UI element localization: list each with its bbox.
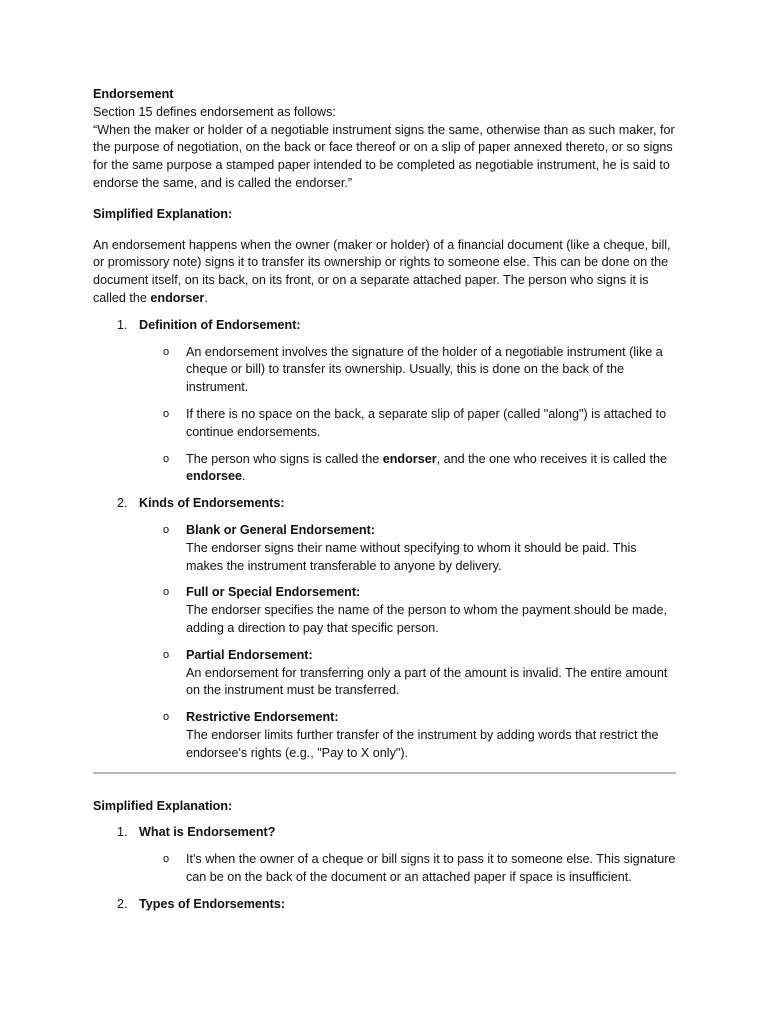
section-quote: “When the maker or holder of a negotiable instrument signs the same, otherwise than as such maker, for the purpose of negotiation, on the back or face thereof or on a slip of paper annexed thereto, or so signs for the same purpose a stamped paper intended to be completed as negotiable instrument, he is said to endorse the same, and is called the endorser.” <box>93 122 675 190</box>
simplified-explanation-title: Simplified Explanation: <box>93 206 233 221</box>
horizontal-divider <box>93 772 676 774</box>
sub-item-text: The endorser limits further transfer of the instrument by adding words that restrict the endorsee's rights (e.g., "Pay to X only"). <box>186 727 659 760</box>
sub-item-title: Full or Special Endorsement: <box>186 585 361 600</box>
sub-item-text: An endorsement involves the signature of the holder of a negotiable instrument (like a cheque or bill) to transfer its ownership. Usually, this is done on the back of the instrument. <box>186 344 663 395</box>
sub-item-text: An endorsement for transferring only a part of the amount is invalid. The entire amount on the instrument must be transferred. <box>186 665 668 698</box>
bullet-marker: o <box>163 345 170 358</box>
sub-list-item <box>93 522 676 575</box>
definition-sub-list <box>93 344 676 487</box>
bullet-marker: o <box>163 853 170 866</box>
list-item-kinds <box>93 495 676 513</box>
what-is-sub-list <box>93 851 676 887</box>
bullet-marker: o <box>163 452 170 465</box>
sub-item-title: Blank or General Endorsement: <box>186 522 375 537</box>
list-number: 2. <box>117 496 128 511</box>
list-item-title: Definition of Endorsement: <box>139 317 301 332</box>
explanation-paragraph <box>93 237 676 308</box>
sub-item-text: , and the one who receives it is called the <box>436 451 667 466</box>
sub-list-item <box>93 851 676 887</box>
bullet-marker: o <box>163 407 170 420</box>
list-number: 1. <box>117 825 128 840</box>
explanation-end: . <box>204 290 208 305</box>
sub-list-item <box>93 406 676 442</box>
simplified-explanation-title-2: Simplified Explanation: <box>93 798 233 813</box>
explanation-text: An endorsement happens when the owner (maker or holder) of a financial document (like a cheque, bill, or promissory note) signs it to transfer its ownership or rights to someone else. This can be done on the document itself, on its back, on its front, or on a separate attached paper. The person who signs it is called the <box>93 237 671 305</box>
sub-item-title: Restrictive Endorsement: <box>186 710 339 725</box>
sub-list-item <box>93 584 676 637</box>
sub-item-text: The person who signs is called the <box>186 451 383 466</box>
list-item-title: What is Endorsement? <box>139 825 276 840</box>
sub-item-bold-term: endorser <box>382 451 437 466</box>
document-heading: Endorsement <box>93 87 174 101</box>
list-item-title: Types of Endorsements: <box>139 896 286 911</box>
bullet-marker: o <box>163 711 170 724</box>
sub-item-title: Partial Endorsement: <box>186 647 313 662</box>
bullet-marker: o <box>163 523 170 536</box>
list-item-definition <box>93 317 676 335</box>
sub-list-item <box>93 709 676 762</box>
document-page <box>93 86 676 913</box>
sub-item-text: It's when the owner of a cheque or bill signs it to pass it to someone else. This signature can be on the back of the document or an attached paper if space is insufficient. <box>186 852 676 884</box>
sub-list-item <box>93 451 676 487</box>
list-item-what-is <box>93 824 676 842</box>
sub-item-bold-term: endorsee <box>186 469 242 484</box>
explanation-bold-term: endorser <box>150 290 205 305</box>
sub-item-text: If there is no space on the back, a separate slip of paper (called "along") is attached to continue endorsements. <box>186 406 667 439</box>
sub-list-item <box>93 344 676 397</box>
sub-list-item <box>93 647 676 700</box>
sub-item-text: . <box>242 469 246 484</box>
bullet-marker: o <box>163 648 170 661</box>
sub-item-text: The endorser signs their name without specifying to whom it should be paid. This makes the instrument transferable to anyone by delivery. <box>186 540 637 573</box>
list-number: 1. <box>117 317 128 332</box>
sub-item-text: The endorser specifies the name of the person to whom the payment should be made, adding a direction to pay that specific person. <box>186 603 667 635</box>
list-item-title: Kinds of Endorsements: <box>139 496 285 511</box>
section-line: Section 15 defines endorsement as follows: <box>93 104 336 119</box>
bullet-marker: o <box>163 586 170 599</box>
list-item-types <box>93 896 676 914</box>
list-number: 2. <box>117 896 128 911</box>
kinds-sub-list <box>93 522 676 763</box>
